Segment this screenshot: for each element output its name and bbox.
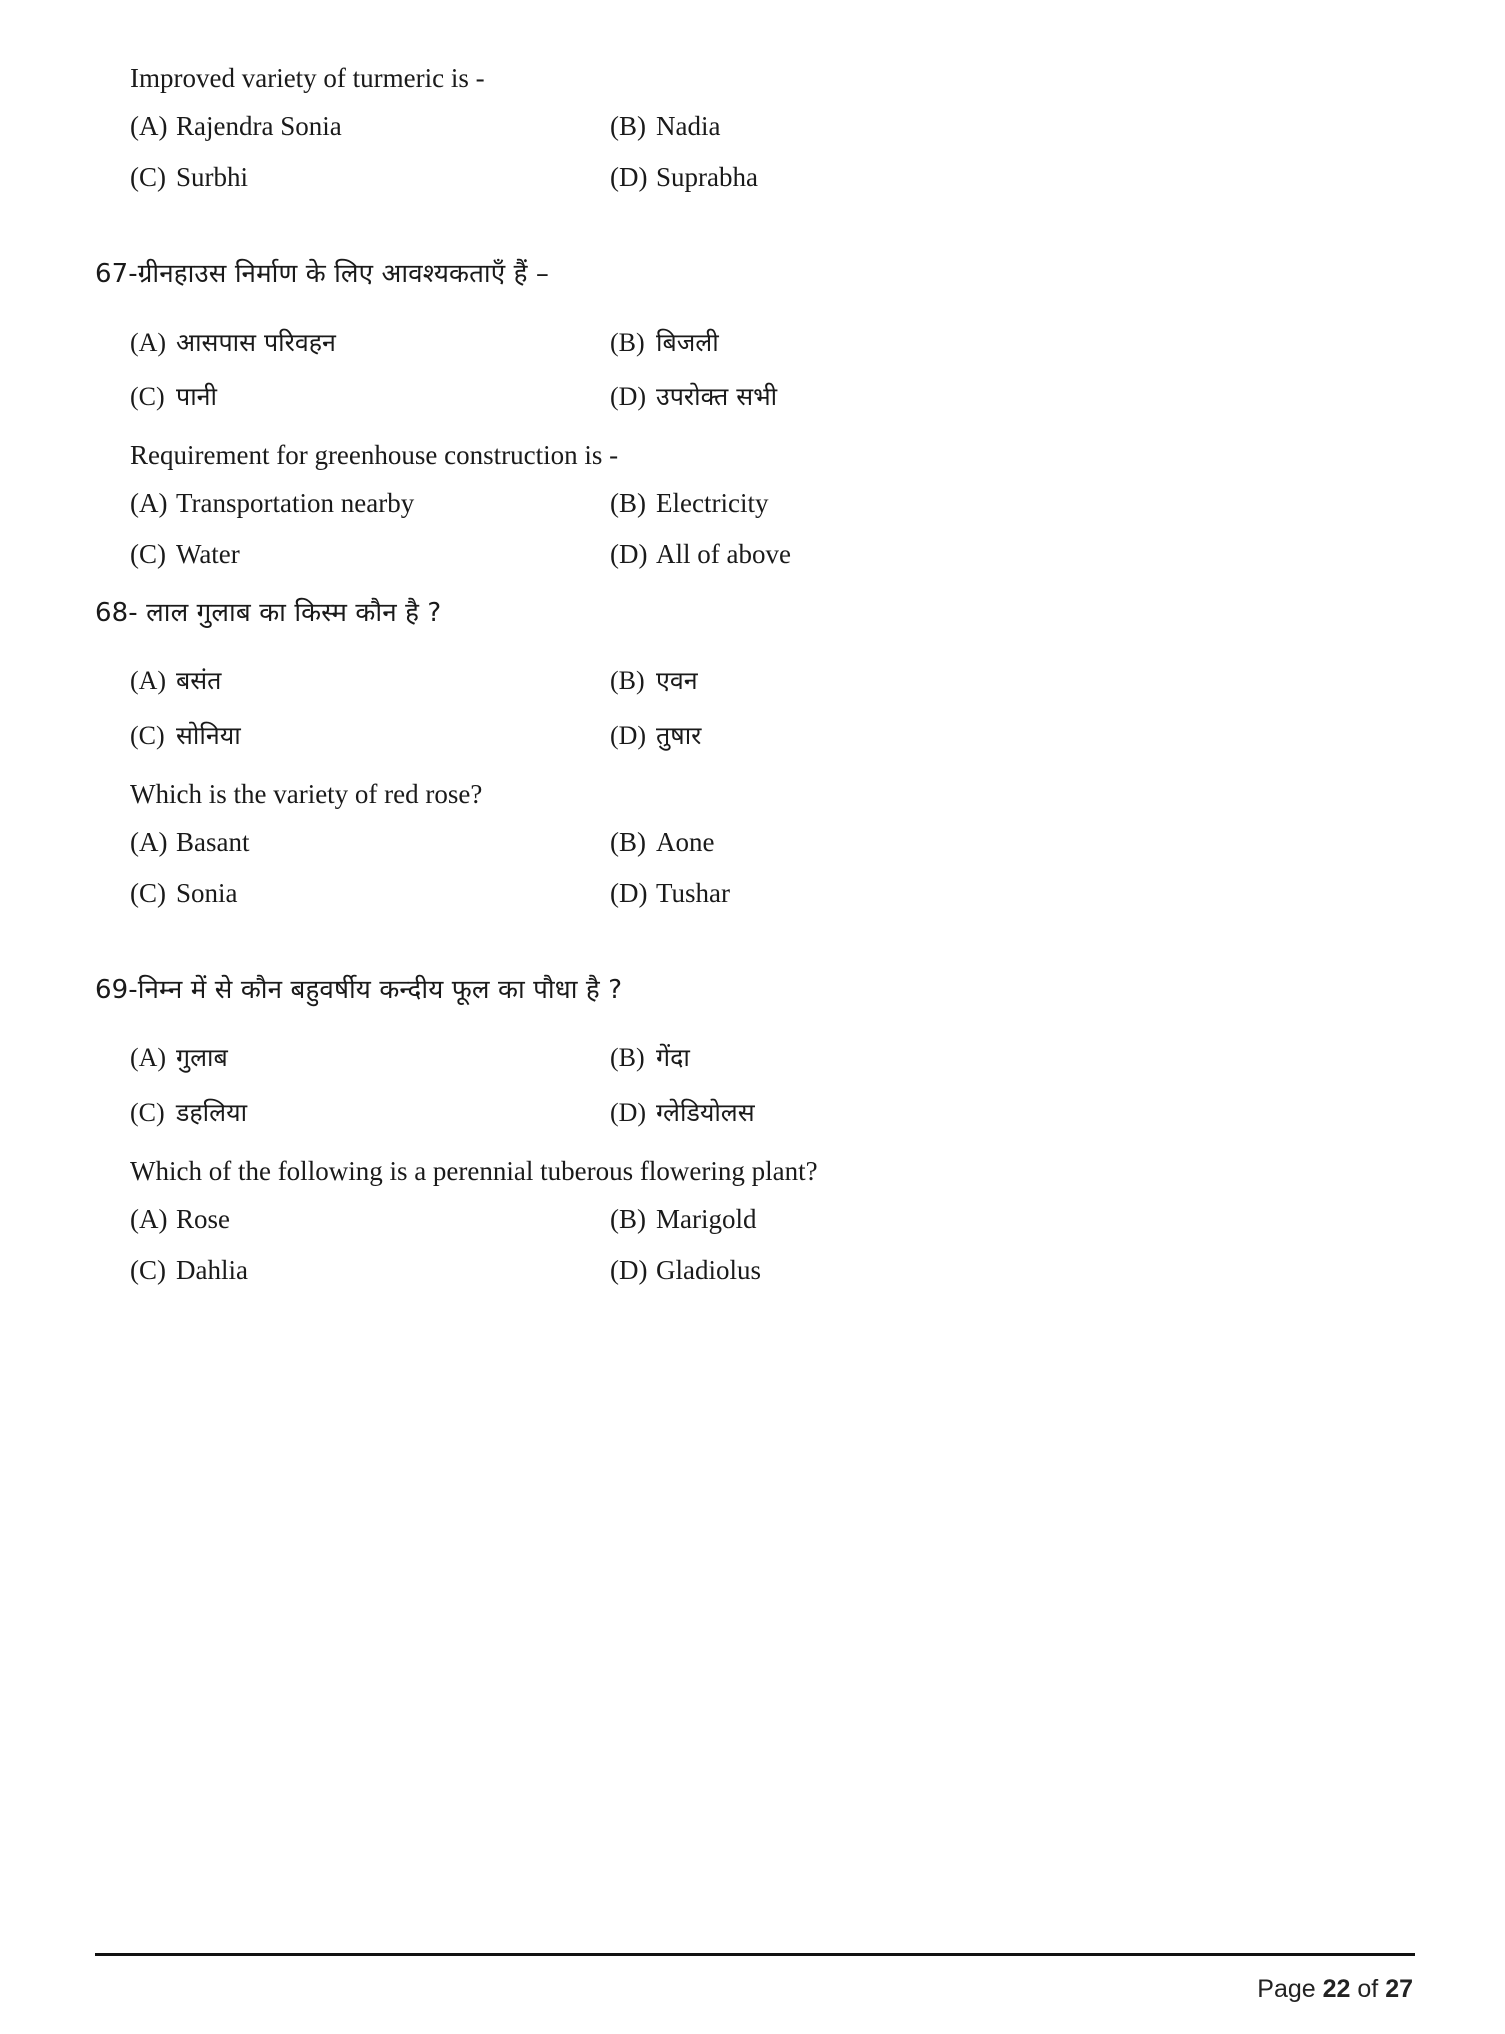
option-text-c: पानी	[176, 381, 218, 411]
option-label-b: (B)	[610, 488, 646, 519]
option-label-d: (D)	[610, 720, 647, 750]
option-text-c: Water	[176, 538, 240, 569]
question-block-69	[95, 973, 1410, 1290]
option-label-b: (B)	[610, 327, 645, 357]
option-label-d: (D)	[610, 1254, 648, 1285]
option-label-b: (B)	[610, 827, 646, 858]
option-c[interactable]	[130, 1250, 610, 1291]
option-a[interactable]	[130, 659, 610, 703]
option-label-a: (A)	[130, 488, 168, 519]
option-a[interactable]	[130, 483, 610, 524]
option-text-c: Dahlia	[176, 1254, 248, 1285]
option-label-c: (C)	[130, 877, 166, 908]
option-d[interactable]	[610, 1091, 1410, 1135]
option-a[interactable]	[130, 106, 610, 147]
option-text-c: Surbhi	[176, 161, 249, 192]
option-text-a: बसंत	[176, 666, 222, 696]
option-text-b: गेंदा	[656, 1043, 690, 1073]
page-footer	[1257, 1975, 1413, 2004]
option-label-c: (C)	[130, 720, 165, 750]
option-d[interactable]	[610, 873, 1410, 914]
option-d[interactable]	[610, 157, 1410, 198]
option-label-d: (D)	[610, 1097, 647, 1127]
option-b[interactable]	[610, 659, 1410, 703]
option-label-c: (C)	[130, 381, 165, 411]
spacer	[95, 419, 1410, 437]
option-b[interactable]	[610, 321, 1410, 365]
option-label-d: (D)	[610, 381, 647, 411]
question-stem-hindi: 68- लाल गुलाब का किस्म कौन है ?	[95, 598, 442, 629]
option-label-c: (C)	[130, 1097, 165, 1127]
option-text-d: ग्लेडियोलस	[656, 1097, 755, 1127]
option-text-d: All of above	[656, 538, 791, 569]
option-text-d: Tushar	[656, 877, 731, 908]
option-grid-english	[130, 106, 1410, 197]
option-c[interactable]	[130, 375, 610, 419]
option-text-a: Basant	[176, 827, 250, 858]
option-label-a: (A)	[130, 1043, 167, 1073]
option-a[interactable]	[130, 1199, 610, 1240]
option-text-d: उपरोक्त सभी	[656, 381, 778, 411]
option-grid-english	[130, 822, 1410, 913]
option-label-b: (B)	[610, 666, 645, 696]
option-grid-english	[130, 1199, 1410, 1290]
question-stem-english: Which is the variety of red rose?	[130, 778, 483, 809]
option-c[interactable]	[130, 157, 610, 198]
spacer	[95, 1135, 1410, 1153]
option-label-d: (D)	[610, 538, 648, 569]
option-label-d: (D)	[610, 161, 648, 192]
option-text-b: Aone	[656, 827, 715, 858]
option-c[interactable]	[130, 1091, 610, 1135]
option-label-a: (A)	[130, 1204, 168, 1235]
option-text-b: Marigold	[656, 1204, 757, 1235]
option-b[interactable]	[610, 483, 1410, 524]
footer-prefix: Page	[1257, 1975, 1323, 2003]
option-d[interactable]	[610, 375, 1410, 419]
option-c[interactable]	[130, 534, 610, 575]
option-text-d: Gladiolus	[656, 1254, 761, 1285]
option-d[interactable]	[610, 714, 1410, 758]
option-text-d: Suprabha	[656, 161, 758, 192]
question-stem-hindi: 69-निम्न में से कौन बहुवर्षीय कन्दीय फूल का पौधा है ?	[95, 975, 623, 1006]
option-grid-hindi	[130, 659, 1410, 757]
option-text-c: सोनिया	[176, 720, 241, 750]
option-b[interactable]	[610, 822, 1410, 863]
option-label-a: (A)	[130, 327, 167, 357]
option-label-c: (C)	[130, 1254, 166, 1285]
option-text-a: आसपास परिवहन	[176, 327, 336, 357]
option-text-b: Nadia	[656, 111, 721, 142]
footer-total-pages: 27	[1385, 1975, 1413, 2003]
option-text-b: एवन	[656, 666, 698, 696]
option-label-b: (B)	[610, 1204, 646, 1235]
spacer	[95, 758, 1410, 776]
option-text-b: बिजली	[656, 327, 719, 357]
option-a[interactable]	[130, 321, 610, 365]
spacer	[95, 641, 1410, 659]
option-label-d: (D)	[610, 877, 648, 908]
option-text-a: गुलाब	[176, 1043, 228, 1073]
spacer	[95, 917, 1410, 973]
option-text-d: तुषार	[656, 720, 702, 750]
option-label-a: (A)	[130, 111, 168, 142]
option-c[interactable]	[130, 873, 610, 914]
option-grid-english	[130, 483, 1410, 574]
spacer	[95, 303, 1410, 321]
footer-middle: of	[1350, 1975, 1386, 2003]
option-d[interactable]	[610, 534, 1410, 575]
option-label-b: (B)	[610, 1043, 645, 1073]
option-text-a: Rajendra Sonia	[176, 111, 342, 142]
spacer	[95, 1018, 1410, 1036]
option-text-c: डहलिया	[176, 1097, 248, 1127]
question-block-67	[95, 257, 1410, 574]
option-b[interactable]	[610, 1199, 1410, 1240]
question-stem-hindi: 67-ग्रीनहाउस निर्माण के लिए आवश्यकताएँ हैं –	[95, 259, 549, 290]
option-b[interactable]	[610, 1036, 1410, 1080]
option-text-b: Electricity	[656, 488, 769, 519]
spacer	[95, 201, 1410, 257]
footer-page-number: 22	[1322, 1975, 1351, 2003]
question-block-68	[95, 596, 1410, 913]
option-text-a: Transportation nearby	[176, 488, 415, 519]
option-label-c: (C)	[130, 161, 166, 192]
option-label-b: (B)	[610, 111, 646, 142]
option-grid-hindi	[130, 1036, 1410, 1134]
option-text-a: Rose	[176, 1204, 230, 1235]
option-grid-hindi	[130, 321, 1410, 419]
option-a[interactable]	[130, 1036, 610, 1080]
question-stem-english: Requirement for greenhouse construction is -	[130, 439, 619, 470]
option-label-c: (C)	[130, 538, 166, 569]
option-label-a: (A)	[130, 827, 168, 858]
option-a[interactable]	[130, 822, 610, 863]
spacer	[95, 578, 1410, 596]
option-label-a: (A)	[130, 666, 167, 696]
footer-divider	[95, 1953, 1415, 1956]
option-text-c: Sonia	[176, 877, 238, 908]
question-stem-english: Which of the following is a perennial tuberous flowering plant?	[130, 1155, 818, 1186]
question-block-66-tail	[95, 60, 1410, 197]
option-b[interactable]	[610, 106, 1410, 147]
option-c[interactable]	[130, 714, 610, 758]
option-d[interactable]	[610, 1250, 1410, 1291]
question-stem-english: Improved variety of turmeric is -	[130, 63, 485, 93]
